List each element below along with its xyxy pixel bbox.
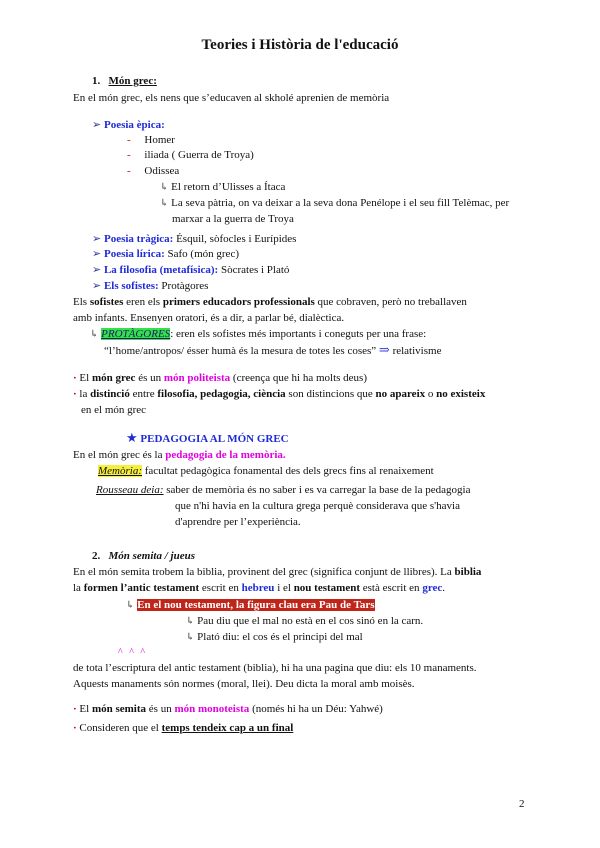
protagores-label: PROTÀGORES — [101, 328, 171, 340]
list-item-filosofia — [92, 263, 289, 277]
nou-testament-line — [126, 598, 375, 613]
bullet-mon-grec-politeista — [73, 371, 367, 385]
semita-line-2 — [73, 581, 445, 595]
text: que cobraven, però no treballaven — [314, 296, 467, 308]
text: i el — [274, 582, 294, 594]
text-magenta: pedagogia de la memòria. — [165, 449, 286, 461]
text: o — [425, 388, 437, 400]
sub-text: El retorn d’Ulisses a Ítaca — [171, 181, 286, 193]
list-item-poesia-lirica — [92, 247, 239, 261]
text-bold: no existeix — [436, 388, 486, 400]
section-1-title: Món grec: — [108, 75, 157, 87]
dash-icon: - — [127, 149, 131, 161]
dash-icon: - — [127, 134, 131, 146]
text-bold: biblia — [454, 566, 482, 578]
relativisme-text: relativisme — [389, 345, 442, 357]
sub-text: La seva pàtria, on va deixar a la seva dona Penélope i el seu fill Telèmac, per — [171, 197, 510, 209]
list-item-sofistes — [92, 279, 208, 293]
text-magenta: món monoteista — [174, 703, 250, 715]
arrow-bullet-icon: ➢ — [92, 264, 102, 276]
dot-bullet-icon: · — [73, 372, 77, 384]
text: és un — [146, 703, 175, 715]
text-bold: formen l’antic testament — [83, 582, 200, 594]
pedagogia-heading — [126, 431, 289, 446]
odissea-sub-2 — [160, 196, 509, 211]
bullet-temps — [73, 721, 293, 735]
item-text: Homer — [144, 134, 175, 146]
section-2-title: Món semita / jueus — [108, 550, 195, 562]
return-arrow-icon: ↳ — [90, 329, 99, 340]
text: escrit en — [199, 582, 242, 594]
protagores-line — [90, 327, 426, 342]
arrow-bullet-icon: ➢ — [92, 248, 102, 260]
protagores-quote: “l’home/antropos/ ésser humà és la mesura de totes les coses” — [104, 345, 377, 357]
dot-bullet-icon: · — [73, 388, 77, 400]
text-bold: primers educadors professionals — [162, 296, 315, 308]
section-1-number: 1. — [92, 75, 101, 87]
rousseau-line-1 — [96, 483, 470, 497]
text: Consideren que el — [79, 722, 162, 734]
pedagogia-heading-text: PEDAGOGIA AL MÓN GREC — [140, 433, 289, 445]
dot-bullet-icon: · — [73, 722, 77, 734]
item-text: Odissea — [144, 165, 180, 177]
lirica-label: Poesia lírica: — [103, 248, 165, 260]
filosofia-text: Sòcrates i Plató — [218, 264, 290, 276]
memoria-text: facultat pedagògica fonamental des dels grecs fins al renaixement — [142, 465, 434, 477]
manaments-line-2: Aquests manaments són normes (moral, llei). Deu dicta la moral amb moisès. — [73, 678, 415, 690]
section-1-heading — [92, 74, 157, 88]
text: està escrit en — [360, 582, 423, 594]
text-blue: grec — [422, 582, 443, 594]
sofistes-text: Protàgores — [158, 280, 209, 292]
return-arrow-icon: ↳ — [186, 632, 195, 643]
arrow-bullet-icon: ➢ — [92, 119, 102, 131]
text: la — [73, 582, 84, 594]
text: En el món grec és la — [73, 449, 166, 461]
text-bold: nou testament — [293, 582, 360, 594]
text-magenta: món politeista — [163, 372, 231, 384]
list-item-homer — [127, 133, 175, 147]
dash-icon: - — [127, 165, 131, 177]
return-arrow-icon: ↳ — [126, 600, 135, 611]
nou-testament-highlight: En el nou testament, la figura clau era Pau de Tars — [137, 599, 375, 611]
bullet-distincio — [73, 387, 485, 401]
plato-text: Plató diu: el cos és el principi del mal — [197, 631, 363, 643]
text-bold: món semita — [91, 703, 147, 715]
text: és un — [135, 372, 164, 384]
text: eren els — [123, 296, 163, 308]
arrow-bullet-icon: ➢ — [92, 280, 102, 292]
text: son distincions que — [285, 388, 376, 400]
tragica-text: Ésquil, sòfocles i Eurípides — [173, 233, 297, 245]
text: entre — [129, 388, 158, 400]
text-blue: hebreu — [241, 582, 275, 594]
section-1-intro: En el món grec, els nens que s’educaven al skholé aprenien de memòria — [73, 92, 390, 104]
pau-line — [186, 614, 423, 629]
section-2-number: 2. — [92, 550, 101, 562]
list-item-iliada — [127, 148, 254, 162]
lirica-text: Safo (món grec) — [164, 248, 239, 260]
page-title: Teories i Història de l'educació — [201, 37, 399, 53]
caret-marks: ^ ^ ^ — [118, 647, 148, 658]
sofistes-label: Els sofistes: — [103, 280, 159, 292]
list-item-poesia-epica — [92, 118, 165, 132]
text: (només hi ha un Déu: Yahwé) — [249, 703, 383, 715]
text: El — [79, 372, 92, 384]
double-arrow-icon: ⇒ — [378, 342, 390, 357]
text: El — [79, 703, 92, 715]
text: la — [79, 388, 91, 400]
list-item-odissea — [127, 164, 179, 178]
text-bold: món grec — [91, 372, 136, 384]
dot-bullet-icon: · — [73, 703, 77, 715]
item-text: iliada ( Guerra de Troya) — [144, 149, 254, 161]
sofistes-paragraph-line-1 — [73, 295, 467, 309]
text-bold: sofistes — [89, 296, 124, 308]
text-bold-underlined: temps tendeix cap a un final — [161, 722, 294, 734]
memoria-label: Memòria: — [98, 465, 142, 477]
return-arrow-icon: ↳ — [186, 616, 195, 627]
rousseau-label: Rousseau deia: — [96, 484, 164, 496]
text: . — [442, 582, 446, 594]
bullet-mon-semita — [73, 702, 383, 716]
return-arrow-icon: ↳ — [160, 182, 169, 193]
text-bold: filosofia, pedagogia, ciència — [157, 388, 286, 400]
manaments-line-1: de tota l’escriptura del antic testament (biblia), hi ha una pagina que diu: els 10 manaments. — [73, 662, 477, 674]
protagores-quote-line — [104, 343, 441, 358]
protagores-text: : eren els sofistes més importants i coneguts per una frase: — [170, 328, 427, 340]
rousseau-text: saber de memòria és no saber i es va carregar la base de la pedagogia — [163, 484, 471, 496]
text-bold: distinció — [90, 388, 130, 400]
text: Els — [73, 296, 90, 308]
text: En el món semita trobem la biblia, provinent del grec (significa conjunt de llibres). La — [73, 566, 455, 578]
odissea-sub-1 — [160, 180, 285, 195]
filosofia-label: La filosofia (metafísica): — [103, 264, 219, 276]
odissea-sub-2-cont: marxar a la guerra de Troya — [172, 213, 294, 225]
text-bold: no apareix — [375, 388, 426, 400]
text: (creença que hi ha molts deus) — [230, 372, 368, 384]
bullet-distincio-cont: en el món grec — [81, 404, 147, 416]
semita-line-1 — [73, 565, 481, 579]
star-icon: ★ — [126, 430, 138, 445]
pedagogia-intro — [73, 448, 286, 462]
list-item-poesia-tragica — [92, 232, 296, 246]
section-2-heading — [92, 549, 195, 563]
rousseau-line-2: que n'hi havia en la cultura grega perquè considerava que s'havia — [175, 500, 460, 512]
return-arrow-icon: ↳ — [160, 198, 169, 209]
plato-line — [186, 630, 363, 645]
sofistes-paragraph-line-2: amb infants. Ensenyen oratori, és a dir, a parlar bé, dialèctica. — [73, 312, 345, 324]
pau-text: Pau diu que el mal no està en el cos sinó en la carn. — [197, 615, 424, 627]
poesia-epica-label: Poesia èpica: — [103, 119, 165, 131]
memoria-line — [98, 464, 434, 478]
arrow-bullet-icon: ➢ — [92, 233, 102, 245]
tragica-label: Poesia tràgica: — [103, 233, 174, 245]
rousseau-line-3: d'aprendre per l’experiència. — [175, 516, 301, 528]
page-number: 2 — [519, 798, 525, 810]
